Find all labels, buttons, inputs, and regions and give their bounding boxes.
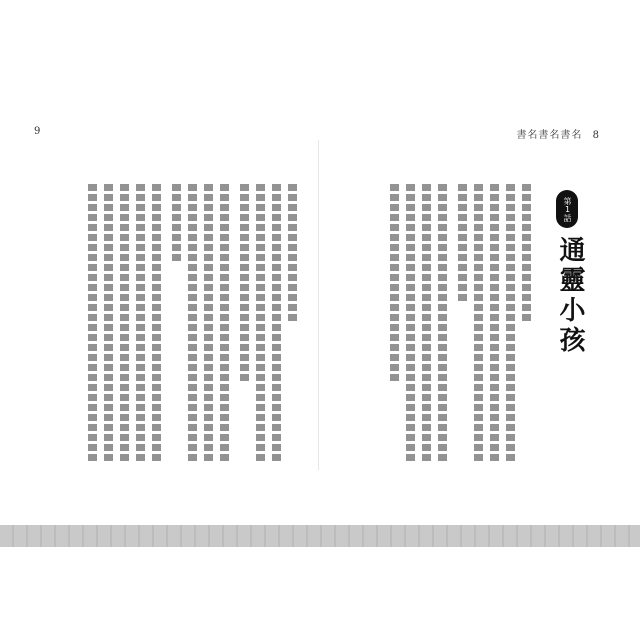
text-column bbox=[120, 184, 129, 464]
text-column bbox=[152, 184, 161, 464]
right-page-number: 8 bbox=[592, 130, 600, 141]
text-column bbox=[422, 184, 431, 464]
text-column bbox=[204, 184, 213, 464]
text-column bbox=[506, 184, 515, 464]
text-column bbox=[522, 184, 531, 324]
text-column bbox=[136, 184, 145, 464]
text-column bbox=[220, 184, 229, 464]
text-column bbox=[88, 184, 97, 464]
text-column bbox=[288, 184, 297, 324]
gutter bbox=[318, 140, 319, 470]
text-column bbox=[474, 184, 483, 464]
chapter-badge: 第1話 bbox=[556, 190, 578, 228]
text-column bbox=[490, 184, 499, 464]
text-column bbox=[406, 184, 415, 464]
running-head bbox=[516, 126, 600, 141]
text-column bbox=[458, 184, 467, 304]
text-column bbox=[188, 184, 197, 464]
text-column bbox=[390, 184, 399, 384]
text-column bbox=[256, 184, 265, 464]
text-column bbox=[272, 184, 281, 464]
text-column bbox=[104, 184, 113, 464]
running-head-title: 書名書名書名 bbox=[516, 130, 583, 141]
chapter-title: 通靈小孩 bbox=[555, 236, 585, 356]
text-column bbox=[172, 184, 181, 264]
text-column bbox=[240, 184, 249, 384]
left-page-number: 9 bbox=[34, 126, 41, 137]
bottom-band bbox=[0, 525, 640, 547]
text-column bbox=[438, 184, 447, 464]
